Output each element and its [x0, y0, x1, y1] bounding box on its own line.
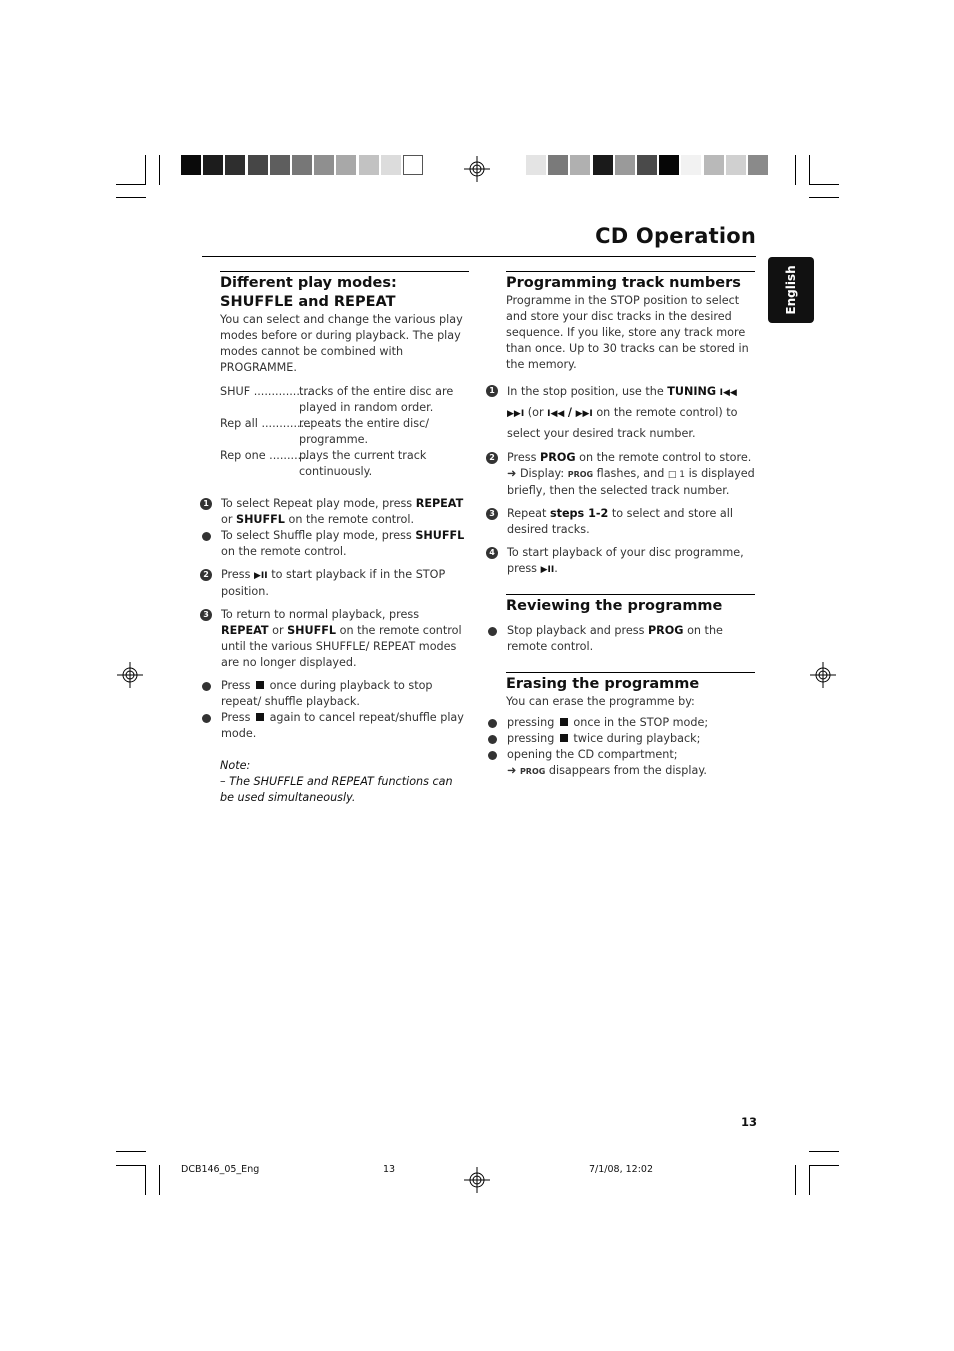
language-tab-label: English	[784, 265, 798, 315]
crop-mark	[809, 184, 839, 185]
step-number: 4	[486, 547, 498, 559]
registration-mark-icon	[464, 1167, 490, 1193]
bullet-icon	[488, 735, 497, 744]
key-prog: PROG	[647, 624, 684, 637]
registration-mark-icon	[464, 156, 490, 182]
crop-mark	[116, 197, 146, 198]
color-swatch	[359, 155, 379, 175]
color-swatch	[403, 155, 423, 175]
prog-step-1: 1 In the stop position, use the TUNING I◀◀ ▶▶I (or I◀◀ / ▶▶I on the remote control) to select your desired track number.	[487, 382, 755, 443]
color-swatch	[548, 155, 568, 175]
next-icon: ▶▶I	[507, 409, 525, 419]
color-swatch	[292, 155, 312, 175]
play-modes-intro: You can select and change the various play modes before or during playback. The play modes cannot be combined with PROGRAMME.	[220, 313, 463, 374]
step-number: 2	[200, 569, 212, 581]
crop-mark	[809, 1165, 839, 1166]
bullet-item: Press again to cancel repeat/shuffle play mode.	[201, 710, 469, 742]
prog-indicator: PROG	[567, 470, 594, 479]
crop-mark	[159, 1165, 160, 1195]
color-swatch	[248, 155, 268, 175]
crop-mark	[116, 1151, 146, 1152]
stop-icon	[560, 718, 568, 726]
play-pause-icon: ▶II	[540, 565, 555, 575]
footer-date: 7/1/08, 12:02	[589, 1164, 653, 1175]
previous-icon: I◀◀	[547, 409, 565, 419]
bullet-icon	[202, 532, 211, 541]
prog-step-3: 3 Repeat steps 1-2 to select and store all desired tracks.	[487, 506, 755, 538]
step-1: 1 To select Repeat play mode, press REPEAT or SHUFFL on the remote control.	[201, 496, 469, 528]
color-swatch	[748, 155, 768, 175]
erasing-intro: You can erase the programme by:	[506, 695, 695, 708]
prog-step-2: 2 Press PROG on the remote control to store. ➜ Display: PROG flashes, and □ 1 is displayed briefly, then the selected track number.	[487, 450, 755, 499]
page-number: 13	[741, 1115, 758, 1129]
bullet-icon	[488, 627, 497, 636]
crop-mark	[795, 155, 796, 185]
mode-row: Rep one ........... plays the current track continuously.	[220, 449, 427, 478]
arrow-icon: ➜	[507, 467, 517, 480]
step-number: 1	[200, 498, 212, 510]
arrow-icon: ➜	[507, 764, 517, 777]
color-swatch	[314, 155, 334, 175]
play-pause-icon: ▶II	[254, 571, 268, 581]
registration-mark-icon	[810, 662, 836, 688]
note-label: Note:	[220, 759, 251, 772]
bullet-item: pressing twice during playback;	[487, 731, 755, 747]
crop-mark	[145, 1165, 146, 1195]
key-shuffl: SHUFFL	[415, 529, 465, 542]
key-repeat: REPEAT	[221, 624, 269, 637]
section-heading-play-modes: Different play modes: SHUFFLE and REPEAT	[220, 271, 469, 312]
key-repeat: REPEAT	[415, 497, 464, 510]
step-2: 2 Press ▶II to start playback if in the STOP position.	[201, 567, 469, 600]
crop-mark	[159, 155, 160, 185]
display-digit: □ 1	[667, 470, 686, 480]
mode-row: Rep all .............. repeats the entire disc/ programme.	[220, 417, 429, 446]
bullet-item: pressing once in the STOP mode;	[487, 715, 755, 731]
prog-indicator: PROG	[519, 767, 546, 776]
crop-mark	[809, 155, 810, 185]
bullet-item: opening the CD compartment; ➜ PROG disappears from the display.	[487, 747, 755, 780]
stop-icon	[560, 734, 568, 742]
color-swatch	[225, 155, 245, 175]
footer-file: DCB146_05_Eng	[181, 1164, 260, 1175]
programming-intro: Programme in the STOP position to select and store your disc tracks in the desired sequence. If you like, store any track more than once. Up to 30 tracks can be stored in the memory.	[506, 294, 749, 371]
color-swatch	[659, 155, 679, 175]
crop-mark	[116, 184, 146, 185]
color-swatch	[615, 155, 635, 175]
color-swatch	[526, 155, 546, 175]
color-swatch	[704, 155, 724, 175]
note-text: – The SHUFFLE and REPEAT functions can be used simultaneously.	[220, 775, 453, 804]
crop-mark	[809, 1151, 839, 1152]
crop-mark	[116, 1165, 146, 1166]
color-swatch	[593, 155, 613, 175]
bullet-item: Press once during playback to stop repeat/ shuffle playback.	[201, 678, 469, 710]
step-number: 3	[486, 508, 498, 520]
color-swatch	[203, 155, 223, 175]
prog-step-4: 4 To start playback of your disc programme, press ▶II.	[487, 545, 755, 578]
section-heading-programming: Programming track numbers	[506, 271, 755, 293]
crop-mark	[809, 197, 839, 198]
step-number: 1	[486, 385, 498, 397]
section-heading-erasing: Erasing the programme	[506, 672, 755, 694]
step-number: 3	[200, 609, 212, 621]
bullet-item: Stop playback and press PROG on the remote control.	[487, 623, 755, 655]
color-swatch	[336, 155, 356, 175]
registration-mark-icon	[117, 662, 143, 688]
previous-icon: I◀◀	[719, 388, 737, 398]
language-tab	[768, 257, 814, 323]
mode-row: SHUF ................ tracks of the entire disc are played in random order.	[220, 385, 454, 414]
step-3: 3 To return to normal playback, press REPEAT or SHUFFL on the remote control until the various SHUFFLE/ REPEAT modes are no longer displayed.	[201, 607, 469, 671]
footer-page: 13	[383, 1164, 396, 1175]
page-title: CD Operation	[595, 224, 756, 248]
color-swatch	[181, 155, 201, 175]
color-bar-left	[181, 155, 425, 175]
bullet-icon	[488, 719, 497, 728]
color-swatch	[637, 155, 657, 175]
key-prog: PROG	[540, 451, 576, 464]
crop-mark	[795, 1165, 796, 1195]
key-shuffl: SHUFFL	[236, 513, 285, 526]
color-bar-right	[526, 155, 770, 175]
bullet-icon	[488, 751, 497, 760]
key-tuning: TUNING	[667, 385, 717, 398]
mode-list	[220, 384, 469, 480]
bullet-item: To select Shuffle play mode, press SHUFFL on the remote control.	[201, 528, 469, 560]
section-heading-reviewing: Reviewing the programme	[506, 594, 755, 616]
crop-mark	[145, 155, 146, 185]
key-shuffl: SHUFFL	[287, 624, 337, 637]
bullet-icon	[202, 714, 211, 723]
bullet-icon	[202, 682, 211, 691]
left-column	[201, 271, 469, 806]
step-number: 2	[486, 452, 498, 464]
right-column	[487, 271, 755, 780]
color-swatch	[381, 155, 401, 175]
color-swatch	[270, 155, 290, 175]
stop-icon	[256, 713, 264, 721]
note	[201, 758, 469, 806]
stop-icon	[256, 681, 264, 689]
crop-mark	[809, 1165, 810, 1195]
color-swatch	[570, 155, 590, 175]
color-swatch	[681, 155, 701, 175]
color-swatch	[726, 155, 746, 175]
title-divider	[202, 256, 756, 257]
next-icon: ▶▶I	[575, 409, 593, 419]
